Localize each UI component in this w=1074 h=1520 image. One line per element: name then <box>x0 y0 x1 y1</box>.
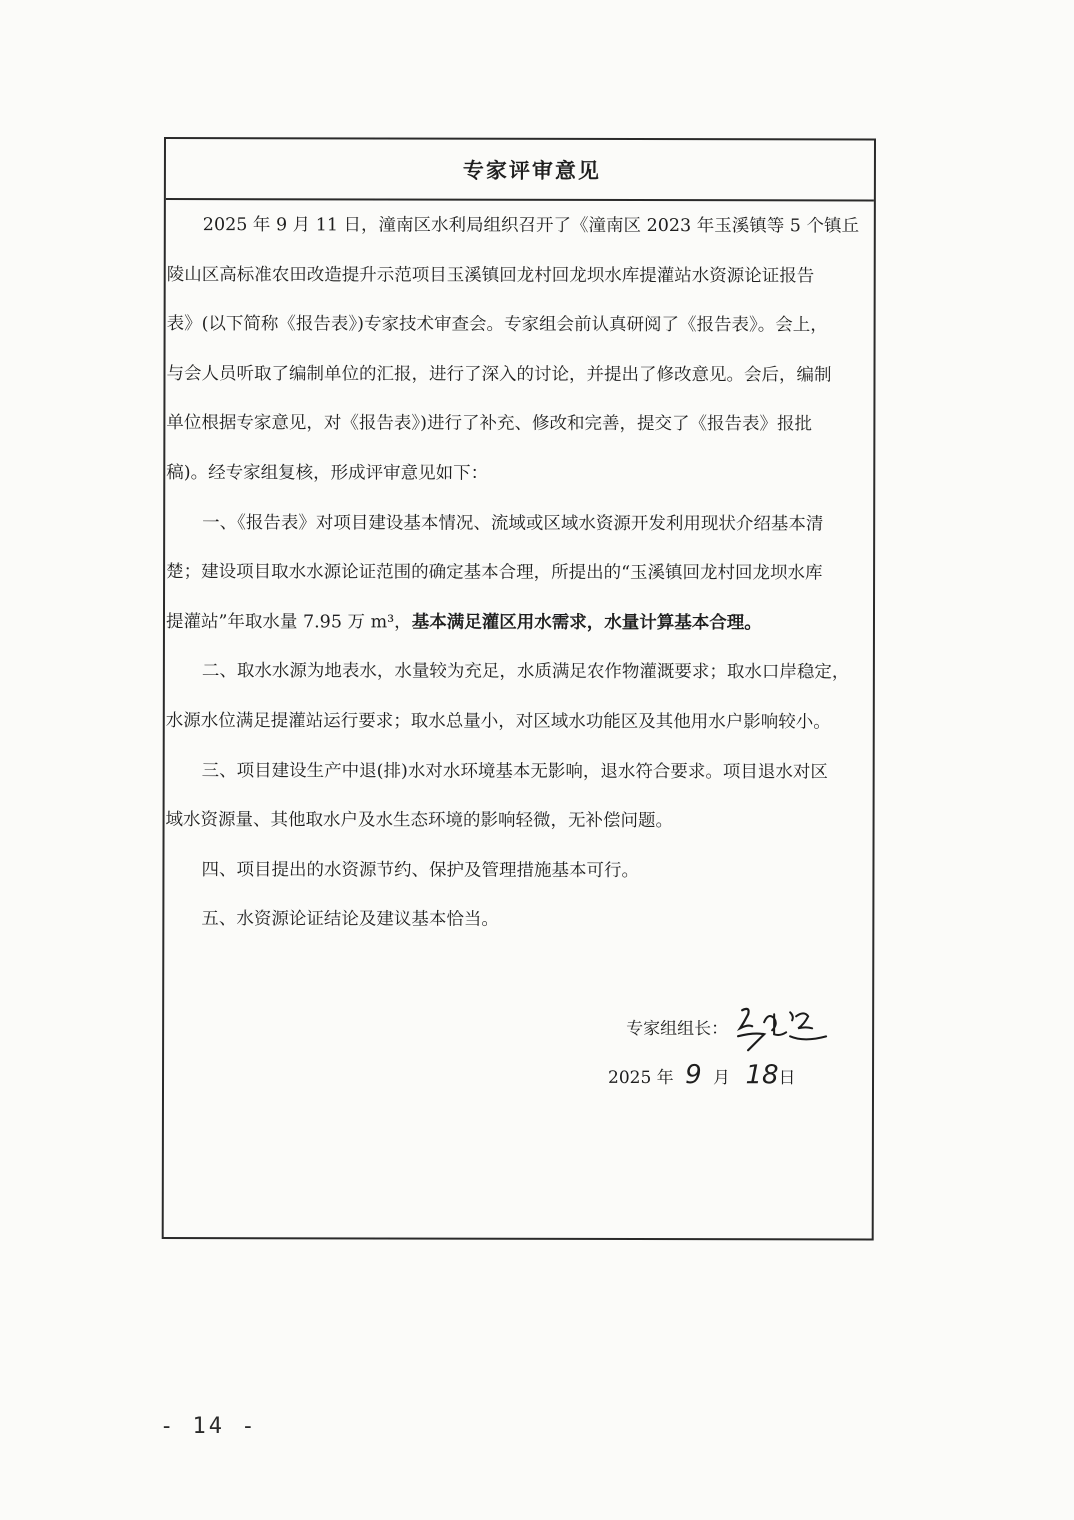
opinion-2-line: 二、取水水源为地表水，水量较为充足，水质满足农作物灌溉要求；取水口岸稳定， <box>201 661 850 683</box>
date-month-handwritten: 9 <box>685 1060 702 1091</box>
date-day-handwritten: 18 <box>745 1060 779 1091</box>
intro-line: 2025 年 9 月 11 日，潼南区水利局组织召开了《潼南区 2023 年玉溪镇等 5 个镇丘 <box>202 215 860 237</box>
opinion-3-line: 域水资源量、其他取水户及水生态环境的影响轻微，无补偿问题。 <box>165 810 674 832</box>
opinion-3-line: 三、项目建设生产中退(排)水对水环境基本无影响，退水符合要求。项目退水对区 <box>201 760 828 782</box>
review-opinion-form <box>162 137 876 1240</box>
opinion-1-text: 提灌站”年取水量 7.95 万 m³， <box>165 611 412 633</box>
date-day-unit: 日 <box>778 1068 796 1089</box>
signature-label: 专家组组长： <box>626 1018 729 1040</box>
opinion-2-line: 水源水位满足提灌站运行要求；取水总量小，对区域水功能区及其他用水户影响较小。 <box>165 710 831 733</box>
opinion-1-line: 一、《报告表》对项目建设基本情况、流域或区域水资源开发利用现状介绍基本清 <box>202 512 824 534</box>
opinion-4-line: 四、项目提出的水资源节约、保护及管理措施基本可行。 <box>201 859 639 881</box>
intro-line: 与会人员听取了编制单位的汇报，进行了深入的讨论，并提出了修改意见。会后，编制 <box>166 363 832 386</box>
intro-line: 单位根据专家意见，对《报告表》)进行了补充、修改和完善，提交了《报告表》报批 <box>166 413 812 435</box>
opinion-5-line: 五、水资源论证结论及建议基本恰当。 <box>201 909 499 931</box>
signature-date <box>608 1060 796 1090</box>
title-row <box>166 139 874 201</box>
intro-line: 陵山区高标准农田改造提升示范项目玉溪镇回龙村回龙坝水库提灌站水资源论证报告 <box>166 264 815 286</box>
opinion-1-emphasis: 基本满足灌区用水需求，水量计算基本合理。 <box>411 612 762 634</box>
intro-line: 稿)。经专家组复核，形成评审意见如下： <box>166 462 489 484</box>
intro-line: 表》(以下简称《报告表》)专家技术审查会。专家组会前认真研阅了《报告表》。会上， <box>166 314 828 336</box>
signature-block <box>604 1002 864 1091</box>
opinion-1-line: 楚；建设项目取水水源论证范围的确定基本合理，所提出的“玉溪镇回龙村回龙坝水库 <box>166 562 823 584</box>
page-title: 专家评审意见 <box>462 158 601 183</box>
opinion-1-last-line <box>166 598 872 649</box>
opinion-body <box>165 201 873 946</box>
handwritten-signature <box>734 1002 834 1054</box>
date-month-unit: 月 <box>713 1068 731 1089</box>
date-year: 2025 年 <box>608 1067 674 1089</box>
page-number: - 14 - <box>160 1414 258 1439</box>
